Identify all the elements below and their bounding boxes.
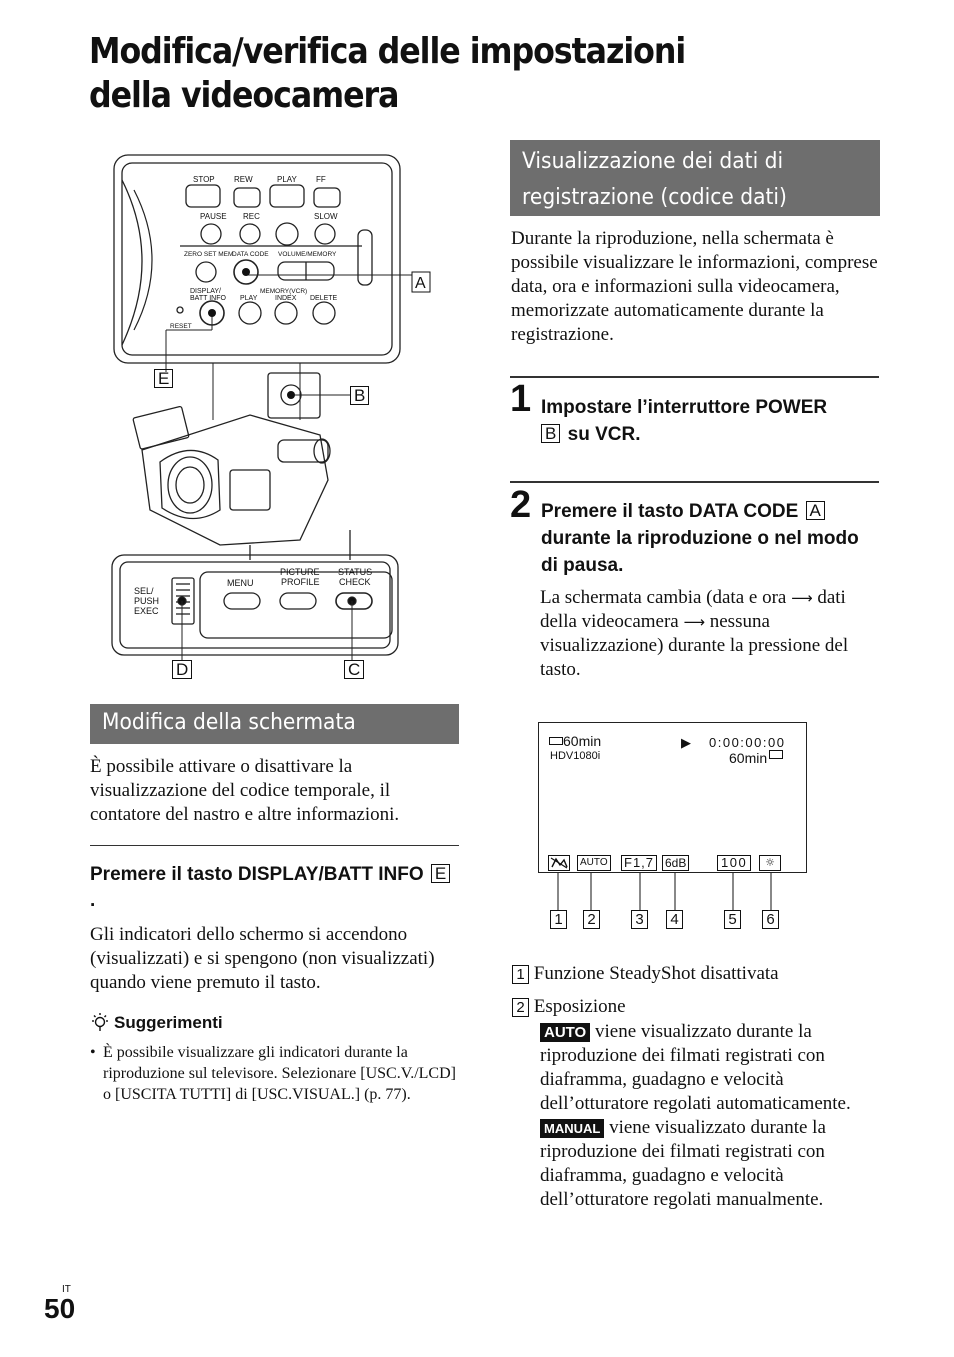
label-ff: FF [316, 175, 326, 184]
label-delete: DELETE [310, 295, 338, 302]
callout-d: D [170, 660, 194, 681]
tape-remaining: 60min [729, 750, 783, 766]
marker-6: 6 [762, 910, 779, 929]
page-number: 50 [44, 1293, 76, 1324]
legend-item-1: 1 Funzione SteadyShot disattivata [512, 962, 882, 986]
label-slow: SLOW [314, 212, 338, 221]
label-sel: SEL/ [134, 586, 154, 596]
display-intro: È possibile attivare o disattivare la visualizzazione del codice temporale, il contatore del nastro e altre informazioni. [90, 756, 400, 825]
label-display: DISPLAY/ [190, 288, 221, 295]
auto-badge: AUTO [540, 1023, 590, 1042]
camera-diagram [100, 150, 426, 690]
arrow-right-icon: ⟶ [791, 589, 813, 607]
screen-display [538, 722, 807, 873]
label-reset: RESET [170, 323, 192, 330]
label-batt-info: BATT INFO [190, 295, 226, 302]
display-instruction-body: Gli indicatori dello schermo si accendono (visualizzati) e si spengono (non visualizzati) quando viene premuto il tasto. [90, 924, 435, 993]
marker-3: 3 [631, 910, 648, 929]
play-icon: ▶ [681, 735, 691, 750]
section-title-display: Modifica della schermata [90, 704, 459, 744]
steadyshot-off-icon [548, 855, 570, 871]
timecode: 0:00:00:00 [709, 735, 786, 750]
marker-2: 2 [583, 910, 600, 929]
auto-indicator: AUTO [577, 855, 611, 871]
callout-a: A [415, 275, 426, 292]
marker-4: 4 [666, 910, 683, 929]
label-stop: STOP [193, 175, 215, 184]
tip-text: È possibile visualizzare gli indicatori durante la riproduzione sul televisore. Selezionare [USC.V./LCD] o [USCITA TUTTI] di [USC.VISUAL.] (p. 77). [103, 1044, 456, 1103]
tips-title: Suggerimenti [114, 1013, 223, 1032]
label-rec: REC [243, 212, 260, 221]
label-memory-vcr: MEMORY(VCR) [260, 288, 308, 295]
shutter-indicator: 100 [717, 855, 751, 871]
label-status: STATUS [338, 567, 373, 577]
divider [90, 845, 459, 846]
lang-code: IT [62, 1284, 71, 1295]
label-rew: REW [234, 175, 253, 184]
cassette-icon [769, 750, 783, 759]
step1-number: 1 [510, 378, 532, 420]
label-profile: PROFILE [281, 577, 320, 587]
step2-text: Premere il tasto DATA CODE A durante la riproduzione o nel modo di pausa. [541, 501, 859, 576]
label-zero-set-mem: ZERO SET MEM [184, 251, 234, 258]
arrow-right-icon: ⟶ [683, 613, 705, 631]
legend-item-2: 2 Esposizione [512, 995, 882, 1019]
callout-e: E [152, 369, 175, 390]
callout-b: B [348, 386, 371, 407]
gain-indicator: 6dB [662, 855, 689, 871]
marker-1: 1 [550, 910, 567, 929]
marker-5: 5 [724, 910, 741, 929]
step2-rule [510, 481, 879, 483]
label-index: INDEX [275, 295, 297, 302]
label-picture: PICTURE [280, 567, 320, 577]
step1-text: Impostare l’interruttore POWER B su VCR. [541, 397, 828, 445]
fstop-indicator: F1,7 [621, 855, 657, 871]
screen-markers-lines [538, 873, 808, 913]
lightbulb-icon [90, 1012, 110, 1034]
label-data-code: DATA CODE [232, 251, 269, 258]
step2-number: 2 [510, 484, 532, 526]
label-volume-memory: VOLUME/MEMORY [278, 251, 337, 258]
label-play2: PLAY [240, 295, 258, 302]
tip-item [90, 1042, 460, 1105]
white-balance-icon: ☼ [759, 855, 781, 871]
page-title: Modifica/verifica delle impostazioni della videocamera [89, 31, 686, 116]
exposure-detail: AUTO viene visualizzato durante la riproduzione dei filmati registrati con diaframma, guadagno e velocità dell’otturatore regolati automaticamente. MANUAL viene visualizzato durante la riproduzione dei filmati registrati con diaframma, guadagno e velocità dell’otturatore regolati manualmente. [540, 1021, 851, 1210]
label-exec: EXEC [134, 606, 159, 616]
display-instruction: Premere il tasto DISPLAY/BATT INFO E. [90, 862, 455, 914]
bullet: • [90, 1044, 96, 1061]
tips-header [90, 1012, 223, 1034]
step1-rule [510, 376, 879, 378]
label-menu: MENU [227, 578, 254, 588]
data-code-intro: Durante la riproduzione, nella schermata è possibile visualizzare le informazioni, comprese data, ora e informazioni sulla videocamera, memorizzate automaticamente durante la registrazione. [511, 228, 878, 345]
step2-body: La schermata cambia (data e ora ⟶ dati della videocamera ⟶ nessuna visualizzazione) durante la pressione del tasto. [540, 587, 849, 680]
label-check: CHECK [339, 577, 371, 587]
battery-indicator: 60min [549, 733, 601, 749]
label-play: PLAY [277, 175, 297, 184]
battery-icon [549, 737, 563, 745]
manual-badge: MANUAL [540, 1119, 604, 1138]
callout-c: C [342, 660, 366, 681]
label-pause: PAUSE [200, 212, 227, 221]
format-indicator: HDV1080i [550, 750, 601, 762]
section-title-data-code: Visualizzazione dei dati di registrazione (codice dati) [510, 140, 880, 216]
label-push: PUSH [134, 596, 160, 606]
